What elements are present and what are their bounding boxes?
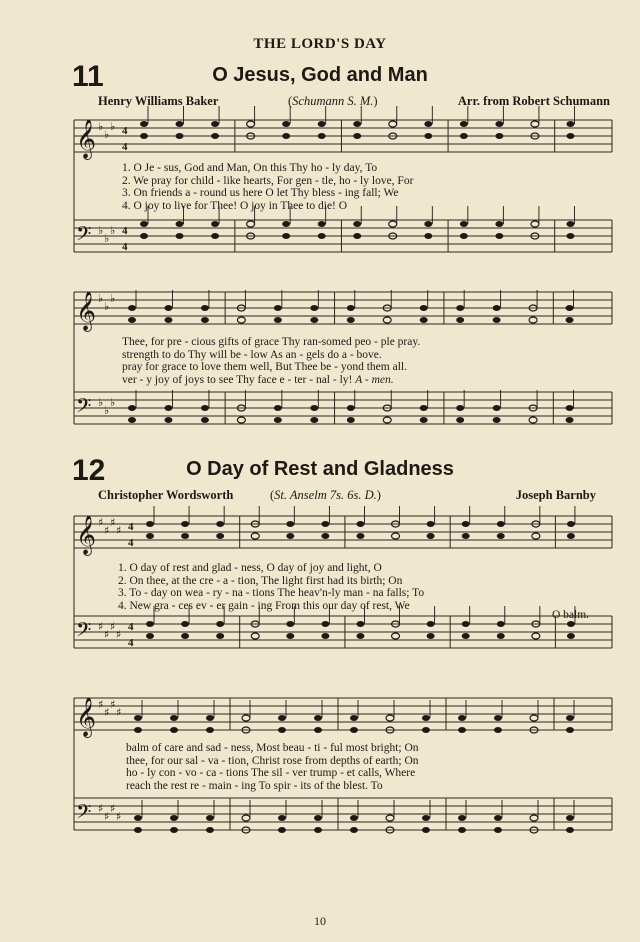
time-signature-bottom: 4	[128, 537, 134, 549]
note-head	[321, 621, 329, 627]
verse-line: balm of care and sad - ness, Most beau - ti - ful most bright; On	[126, 742, 419, 754]
bass-clef-icon: 𝄢	[76, 394, 92, 422]
note-head	[318, 233, 326, 239]
note-head	[460, 121, 468, 127]
verse-line: ver - y joy of joys to see Thy face e - ter - nal - ly! A - men.	[122, 373, 394, 386]
note-head	[216, 633, 224, 639]
note-head	[176, 133, 184, 139]
tune-name: (St. Anselm 7s. 6s. D.)	[270, 488, 381, 502]
hymn-title: O Day of Rest and Gladness	[186, 458, 454, 480]
sharp-icon: ♯	[98, 802, 104, 815]
note-head	[493, 405, 501, 411]
treble-staff	[74, 290, 612, 332]
note-head	[456, 405, 464, 411]
sharp-icon: ♯	[110, 698, 116, 711]
note-head	[422, 727, 430, 733]
note-head	[566, 727, 574, 733]
verse-line: 2. On thee, at the cre - a - tion, The light first had its birth; On	[118, 574, 403, 587]
note-head	[497, 533, 505, 539]
note-head	[422, 715, 430, 721]
flat-icon: ♭	[98, 396, 104, 409]
note-head	[146, 621, 154, 627]
note-head	[278, 715, 286, 721]
flat-icon: ♭	[104, 232, 110, 245]
note-head	[181, 633, 189, 639]
time-signature-bottom: 4	[122, 141, 128, 153]
note-head	[356, 621, 364, 627]
hymn-author: Christopher Wordsworth	[98, 488, 234, 502]
sharp-icon: ♯	[110, 802, 116, 815]
note-head	[140, 233, 148, 239]
note-head	[181, 621, 189, 627]
note-head	[532, 633, 540, 639]
note-head	[206, 815, 214, 821]
note-head	[493, 317, 501, 323]
note-head	[495, 121, 503, 127]
note-head	[128, 317, 136, 323]
note-head	[216, 533, 224, 539]
sharp-icon: ♯	[116, 706, 122, 719]
note-head	[493, 417, 501, 423]
note-head	[566, 405, 574, 411]
treble-clef-icon: 𝄞	[76, 291, 97, 331]
note-head	[350, 727, 358, 733]
flat-icon: ♭	[98, 120, 104, 133]
note-head	[462, 533, 470, 539]
note-head	[424, 133, 432, 139]
verse-line: pray for grace to love them well, But Thee be - yond them all.	[122, 361, 407, 373]
sharp-icon: ♯	[116, 628, 122, 641]
flat-icon: ♭	[104, 128, 110, 141]
verse-line: 3. To - day on wea - ry - na - tions The heav'n-ly man - na falls; To	[118, 587, 425, 599]
verse-line: thee, for our sal - va - tion, Christ rose from depths of earth; On	[126, 754, 419, 767]
bass-staff	[74, 206, 612, 253]
note-head	[353, 233, 361, 239]
note-head	[356, 533, 364, 539]
note-head	[389, 121, 397, 127]
note-head	[286, 633, 294, 639]
sharp-icon: ♯	[98, 620, 104, 633]
note-head	[242, 715, 250, 721]
note-head	[128, 417, 136, 423]
note-head	[176, 233, 184, 239]
note-head	[356, 521, 364, 527]
note-head	[530, 815, 538, 821]
verse-line: strength to do Thy will be - low As an - gels do a - bove.	[122, 348, 382, 361]
note-head	[422, 815, 430, 821]
note-head	[494, 827, 502, 833]
note-head	[347, 305, 355, 311]
flat-icon: ♭	[110, 224, 116, 237]
note-head	[278, 727, 286, 733]
note-head	[314, 815, 322, 821]
note-head	[566, 221, 574, 227]
sharp-icon: ♯	[98, 698, 104, 711]
note-head	[128, 405, 136, 411]
note-head	[140, 133, 148, 139]
small-note-text: O balm.	[552, 609, 590, 621]
verse-line: 1. O Je - sus, God and Man, On this Thy ho - ly day, To	[122, 162, 378, 174]
flat-icon: ♭	[104, 404, 110, 417]
note-head	[494, 727, 502, 733]
note-head	[216, 521, 224, 527]
note-head	[495, 221, 503, 227]
note-head	[282, 133, 290, 139]
note-head	[201, 305, 209, 311]
note-head	[211, 221, 219, 227]
note-head	[567, 621, 575, 627]
note-head	[181, 533, 189, 539]
note-head	[134, 727, 142, 733]
note-head	[274, 317, 282, 323]
note-head	[462, 521, 470, 527]
sharp-icon: ♯	[104, 628, 110, 641]
note-head	[310, 317, 318, 323]
note-head	[531, 221, 539, 227]
flat-icon: ♭	[98, 224, 104, 237]
treble-staff	[74, 697, 612, 738]
verse-line: 1. O day of rest and glad - ness, O day of joy and light, O	[118, 562, 382, 574]
lyrics-block	[126, 742, 419, 792]
treble-clef-icon: 𝄞	[76, 119, 97, 159]
running-title: THE LORD'S DAY	[253, 36, 387, 52]
note-head	[282, 121, 290, 127]
bass-staff	[74, 798, 612, 833]
note-head	[456, 417, 464, 423]
note-head	[282, 221, 290, 227]
note-head	[494, 815, 502, 821]
note-head	[211, 121, 219, 127]
note-head	[318, 121, 326, 127]
note-head	[462, 633, 470, 639]
note-head	[460, 133, 468, 139]
lyrics-block	[122, 162, 413, 212]
note-head	[274, 305, 282, 311]
note-head	[314, 827, 322, 833]
note-head	[251, 533, 259, 539]
note-head	[422, 827, 430, 833]
hymn-title: O Jesus, God and Man	[212, 64, 428, 86]
verse-line: Thee, for pre - cious gifts of grace Thy ran-somed peo - ple pray.	[122, 336, 421, 348]
note-head	[286, 621, 294, 627]
note-head	[456, 317, 464, 323]
lyrics-block	[118, 562, 424, 612]
time-signature-bottom: 4	[128, 637, 134, 649]
note-head	[427, 621, 435, 627]
note-head	[201, 405, 209, 411]
flat-icon: ♭	[98, 292, 104, 305]
note-head	[170, 715, 178, 721]
note-head	[211, 233, 219, 239]
note-head	[497, 633, 505, 639]
verse-line: 4. O joy to live for Thee! O joy in Thee to die! O	[122, 199, 348, 212]
note-head	[350, 827, 358, 833]
note-head	[424, 233, 432, 239]
note-head	[146, 633, 154, 639]
note-head	[460, 233, 468, 239]
note-head	[392, 533, 400, 539]
note-head	[314, 715, 322, 721]
note-head	[170, 827, 178, 833]
note-head	[146, 533, 154, 539]
tune-name: (Schumann S. M.)	[288, 94, 378, 108]
bass-clef-icon: 𝄢	[76, 800, 92, 828]
note-head	[529, 417, 537, 423]
note-head	[286, 533, 294, 539]
bass-clef-icon: 𝄢	[76, 618, 92, 646]
note-head	[201, 317, 209, 323]
treble-clef-icon: 𝄞	[76, 697, 97, 737]
note-head	[321, 521, 329, 527]
sharp-icon: ♯	[116, 810, 122, 823]
note-head	[164, 405, 172, 411]
note-head	[350, 715, 358, 721]
sharp-icon: ♯	[116, 524, 122, 537]
time-signature-top: 4	[128, 621, 134, 633]
hymn-arranger: Joseph Barnby	[515, 488, 596, 502]
sharp-icon: ♯	[104, 524, 110, 537]
verse-line: ho - ly con - vo - ca - tions The sil - ver trump - et calls, Where	[126, 767, 416, 779]
note-head	[566, 417, 574, 423]
note-head	[420, 417, 428, 423]
note-head	[274, 417, 282, 423]
note-head	[427, 521, 435, 527]
verse-line: 3. On friends a - round us here O let Thy bless - ing fall; We	[122, 187, 399, 199]
note-head	[566, 827, 574, 833]
note-head	[286, 521, 294, 527]
note-head	[181, 521, 189, 527]
note-head	[176, 221, 184, 227]
note-head	[318, 221, 326, 227]
time-signature-top: 4	[122, 125, 128, 137]
sharp-icon: ♯	[110, 516, 116, 529]
hymn-number: 12	[72, 454, 106, 487]
note-head	[237, 417, 245, 423]
note-head	[347, 317, 355, 323]
note-head	[386, 715, 394, 721]
note-head	[458, 815, 466, 821]
bass-staff	[74, 390, 612, 424]
hymn-number: 11	[72, 60, 104, 93]
note-head	[494, 715, 502, 721]
amen-label: A - men.	[355, 373, 394, 386]
note-head	[353, 133, 361, 139]
note-head	[493, 305, 501, 311]
note-head	[456, 305, 464, 311]
note-head	[532, 533, 540, 539]
note-head	[350, 815, 358, 821]
note-head	[566, 305, 574, 311]
note-head	[206, 727, 214, 733]
note-head	[427, 633, 435, 639]
note-head	[164, 305, 172, 311]
note-head	[318, 133, 326, 139]
note-head	[566, 815, 574, 821]
note-head	[347, 405, 355, 411]
note-head	[216, 621, 224, 627]
note-head	[424, 121, 432, 127]
flat-icon: ♭	[104, 300, 110, 313]
note-head	[278, 815, 286, 821]
treble-staff	[74, 506, 612, 556]
note-head	[530, 715, 538, 721]
note-head	[170, 727, 178, 733]
note-head	[347, 417, 355, 423]
note-head	[420, 317, 428, 323]
note-head	[531, 121, 539, 127]
note-head	[420, 405, 428, 411]
note-head	[164, 317, 172, 323]
note-head	[356, 633, 364, 639]
note-head	[383, 417, 391, 423]
note-head	[566, 715, 574, 721]
note-head	[424, 221, 432, 227]
sharp-icon: ♯	[104, 810, 110, 823]
note-head	[497, 621, 505, 627]
bass-staff	[74, 606, 612, 649]
note-head	[567, 521, 575, 527]
note-head	[237, 317, 245, 323]
note-head	[310, 405, 318, 411]
note-head	[247, 121, 255, 127]
note-head	[176, 121, 184, 127]
note-head	[170, 815, 178, 821]
note-head	[211, 133, 219, 139]
sharp-icon: ♯	[104, 706, 110, 719]
verse-line: 4. New gra - ces ev - er gain - ing From this our day of rest, We	[118, 599, 410, 612]
note-head	[529, 317, 537, 323]
flat-icon: ♭	[110, 120, 116, 133]
note-head	[462, 621, 470, 627]
time-signature-bottom: 4	[122, 241, 128, 253]
note-head	[242, 815, 250, 821]
note-head	[146, 521, 154, 527]
verse-line: reach the rest re - main - ing To spir - its of the blest. To	[126, 779, 383, 792]
page-number: 10	[314, 914, 326, 928]
note-head	[128, 305, 136, 311]
flat-icon: ♭	[110, 292, 116, 305]
note-head	[386, 815, 394, 821]
bass-clef-icon: 𝄢	[76, 222, 92, 250]
note-head	[458, 727, 466, 733]
note-head	[164, 417, 172, 423]
note-head	[278, 827, 286, 833]
note-head	[458, 715, 466, 721]
time-signature-top: 4	[122, 225, 128, 237]
treble-staff	[74, 106, 612, 160]
treble-clef-icon: 𝄞	[76, 515, 97, 555]
note-head	[420, 305, 428, 311]
note-head	[566, 233, 574, 239]
note-head	[247, 221, 255, 227]
note-head	[427, 533, 435, 539]
note-head	[567, 533, 575, 539]
note-head	[392, 633, 400, 639]
note-head	[567, 633, 575, 639]
note-head	[497, 521, 505, 527]
note-head	[321, 533, 329, 539]
note-head	[566, 317, 574, 323]
note-head	[201, 417, 209, 423]
note-head	[566, 133, 574, 139]
hymn-author: Henry Williams Baker	[98, 94, 219, 108]
note-head	[458, 827, 466, 833]
note-head	[274, 405, 282, 411]
note-head	[566, 121, 574, 127]
note-head	[140, 121, 148, 127]
sharp-icon: ♯	[98, 516, 104, 529]
note-head	[389, 221, 397, 227]
note-head	[310, 417, 318, 423]
verse-line: 2. We pray for child - like hearts, For gen - tle, ho - ly love, For	[122, 174, 414, 187]
note-head	[282, 233, 290, 239]
note-head	[314, 727, 322, 733]
note-head	[383, 317, 391, 323]
note-head	[353, 221, 361, 227]
note-head	[140, 221, 148, 227]
note-head	[206, 715, 214, 721]
time-signature-top: 4	[128, 521, 134, 533]
lyrics-block	[122, 336, 420, 386]
flat-icon: ♭	[110, 396, 116, 409]
note-head	[495, 133, 503, 139]
note-head	[310, 305, 318, 311]
note-head	[460, 221, 468, 227]
note-head	[134, 715, 142, 721]
note-head	[495, 233, 503, 239]
sharp-icon: ♯	[110, 620, 116, 633]
hymn-arranger: Arr. from Robert Schumann	[457, 94, 610, 108]
note-head	[321, 633, 329, 639]
note-head	[206, 827, 214, 833]
note-head	[134, 815, 142, 821]
note-head	[134, 827, 142, 833]
note-head	[251, 633, 259, 639]
note-head	[353, 121, 361, 127]
